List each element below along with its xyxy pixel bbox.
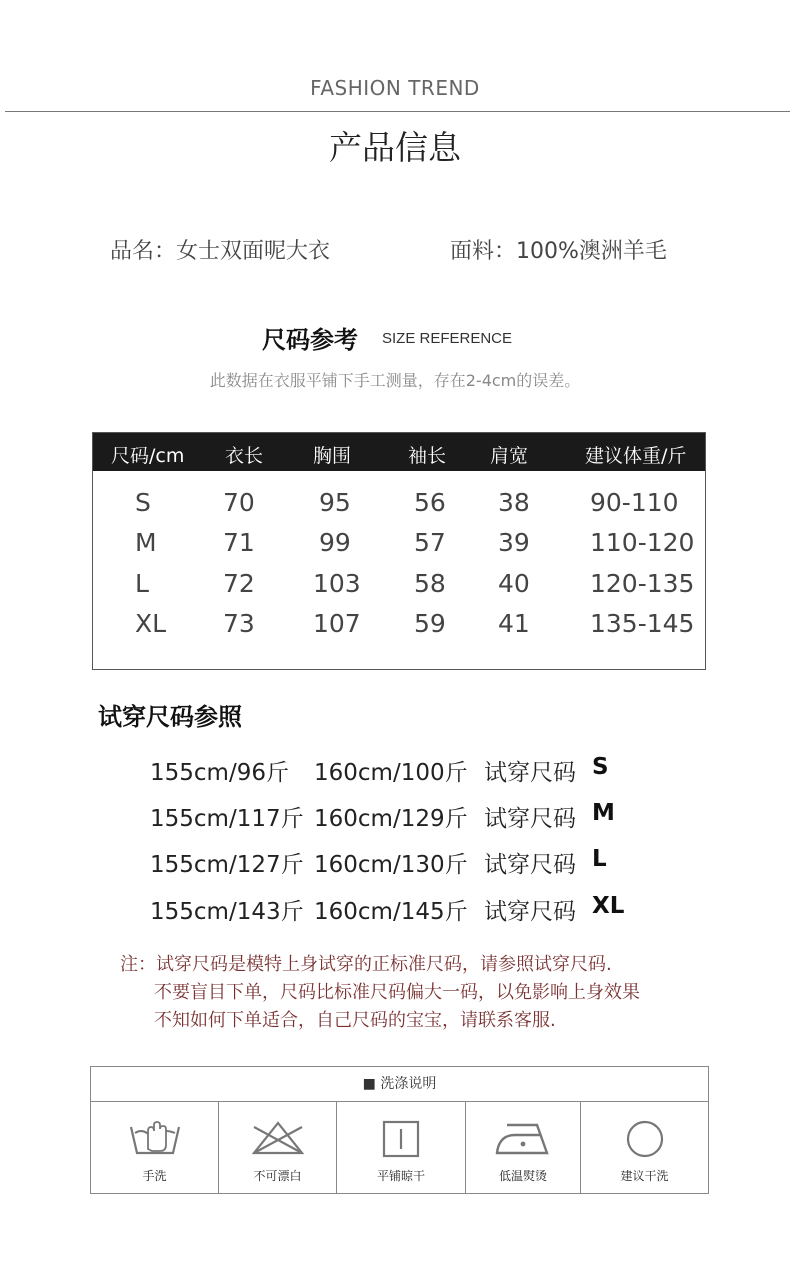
dry-clean-icon	[625, 1119, 665, 1159]
table-cell: 99	[319, 528, 351, 557]
hand-wash-icon	[128, 1119, 182, 1159]
tryon-label: 试穿尺码	[484, 760, 576, 786]
table-cell: 59	[414, 609, 446, 638]
column-header: 尺码/cm	[111, 445, 185, 467]
page-title: 产品信息	[329, 128, 461, 167]
column-header: 建议体重/斤	[585, 445, 687, 467]
table-cell: 40	[498, 569, 530, 598]
tryon-measure: 160cm/129斤	[314, 806, 468, 832]
table-cell: 72	[223, 569, 255, 598]
table-cell: 38	[498, 488, 530, 517]
note-line: 不要盲目下单，尺码比标准尺码偏大一码，以免影响上身效果	[154, 982, 640, 1003]
table-cell: 58	[414, 569, 446, 598]
table-cell: 110-120	[590, 528, 695, 557]
table-cell: 39	[498, 528, 530, 557]
tryon-size: S	[592, 754, 609, 780]
size-table	[92, 432, 706, 670]
tryon-measure: 160cm/145斤	[314, 899, 468, 925]
care-item	[466, 1101, 581, 1193]
product-fabric: 面料：100%澳洲羊毛	[450, 239, 667, 264]
tryon-measure: 155cm/117斤	[150, 806, 304, 832]
tryon-size: XL	[592, 893, 625, 919]
tryon-measure: 155cm/143斤	[150, 899, 304, 925]
table-cell: 120-135	[590, 569, 695, 598]
table-cell: L	[135, 569, 149, 598]
size-reference-subtitle: SIZE REFERENCE	[382, 330, 513, 347]
tryon-measure: 155cm/127斤	[150, 852, 304, 878]
eyebrow-text: FASHION TREND	[310, 76, 480, 100]
care-item	[91, 1101, 219, 1193]
tryon-measure: 155cm/96斤	[150, 760, 289, 786]
table-cell: 107	[313, 609, 361, 638]
table-cell: 57	[414, 528, 446, 557]
care-item	[219, 1101, 337, 1193]
divider	[5, 111, 790, 112]
table-cell: S	[135, 488, 151, 517]
table-cell: M	[135, 528, 157, 557]
size-table-header	[93, 433, 705, 471]
table-cell: 41	[498, 609, 530, 638]
product-name: 品名：女士双面呢大衣	[110, 239, 331, 264]
column-header: 袖长	[408, 445, 447, 467]
column-header: 胸围	[313, 445, 352, 467]
table-cell: 95	[319, 488, 351, 517]
table-cell: 103	[313, 569, 361, 598]
care-label: 手洗	[142, 1169, 167, 1183]
care-label: 低温熨烫	[498, 1169, 547, 1183]
no-bleach-icon	[250, 1119, 306, 1159]
care-instructions	[90, 1066, 709, 1194]
care-label: 不可漂白	[253, 1169, 302, 1183]
care-label: 建议干洗	[620, 1169, 669, 1183]
size-reference-title: 尺码参考	[262, 326, 358, 354]
note-line: 不知如何下单适合，自己尺码的宝宝，请联系客服.	[154, 1010, 556, 1031]
tryon-size: M	[592, 800, 615, 826]
care-item	[337, 1101, 466, 1193]
table-cell: 70	[223, 488, 255, 517]
tryon-measure: 160cm/130斤	[314, 852, 468, 878]
tryon-label: 试穿尺码	[484, 899, 576, 925]
care-title: ■ 洗涤说明	[91, 1067, 708, 1102]
table-cell: 135-145	[590, 609, 695, 638]
tryon-label: 试穿尺码	[484, 852, 576, 878]
tryon-measure: 160cm/100斤	[314, 760, 468, 786]
tryon-title: 试穿尺码参照	[98, 703, 242, 731]
table-cell: 90-110	[590, 488, 679, 517]
table-cell: 73	[223, 609, 255, 638]
tryon-size: L	[592, 846, 607, 872]
note-line: 注：试穿尺码是模特上身试穿的正标准尺码，请参照试穿尺码.	[120, 954, 612, 975]
table-cell: XL	[135, 609, 167, 638]
low-iron-icon	[493, 1119, 553, 1159]
table-cell: 56	[414, 488, 446, 517]
measurement-note: 此数据在衣服平铺下手工测量，存在2-4cm的误差。	[209, 371, 581, 390]
column-header: 衣长	[225, 445, 264, 467]
column-header: 肩宽	[490, 445, 529, 467]
table-cell: 71	[223, 528, 255, 557]
care-item	[581, 1101, 708, 1193]
care-label: 平铺晾干	[376, 1169, 425, 1183]
dry-flat-icon	[381, 1119, 421, 1159]
tryon-label: 试穿尺码	[484, 806, 576, 832]
